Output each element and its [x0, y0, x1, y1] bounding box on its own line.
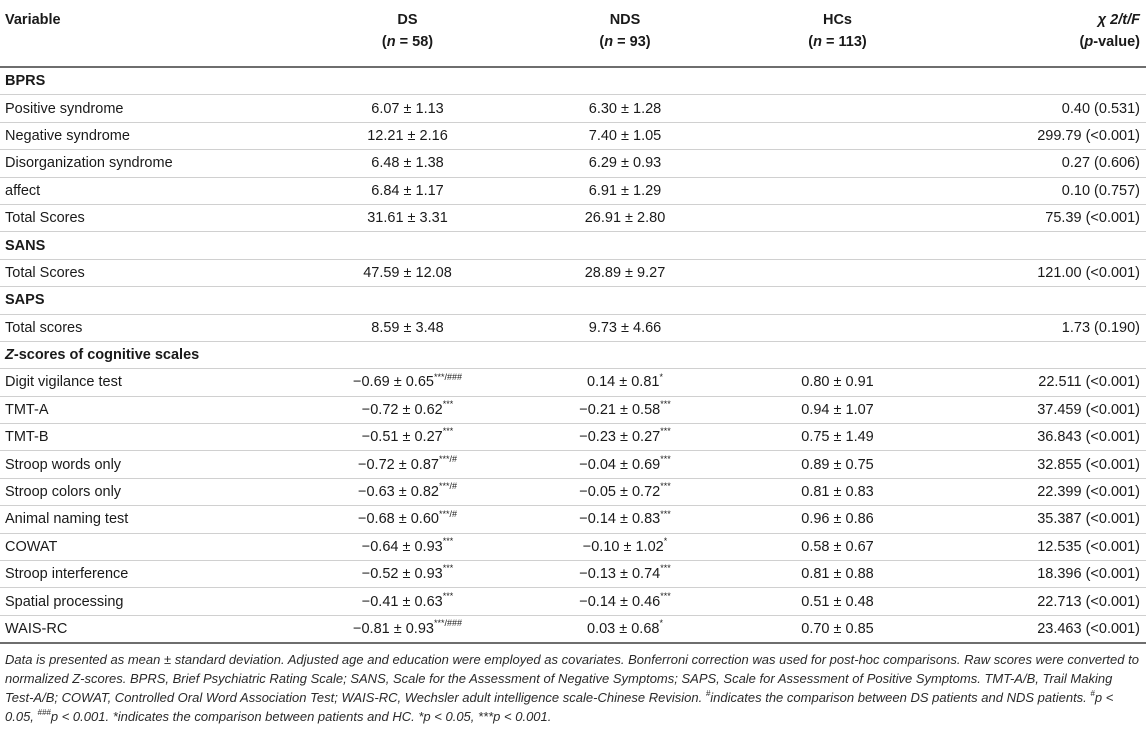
table-row: Total Scores 31.61 ± 3.31 26.91 ± 2.80 75.39 (<0.001)	[0, 204, 1146, 231]
table-row: Spatial processing −0.41 ± 0.63*** −0.14 ± 0.46*** 0.51 ± 0.48 22.713 (<0.001)	[0, 588, 1146, 615]
table-row: Disorganization syndrome 6.48 ± 1.38 6.29 ± 0.93 0.27 (0.606)	[0, 150, 1146, 177]
section-zscores: Z-scores of cognitive scales	[0, 341, 1146, 368]
table-row: affect 6.84 ± 1.17 6.91 ± 1.29 0.10 (0.757)	[0, 177, 1146, 204]
section-sans: SANS	[0, 232, 1146, 259]
table-header	[0, 0, 1146, 67]
header-ds: DS	[397, 12, 418, 28]
table-row: Stroop words only −0.72 ± 0.87***/# −0.04 ± 0.69*** 0.89 ± 0.75 32.855 (<0.001)	[0, 451, 1146, 478]
table-row: Animal naming test −0.68 ± 0.60***/# −0.14 ± 0.83*** 0.96 ± 0.86 35.387 (<0.001)	[0, 506, 1146, 533]
header-pvalue: (p-value)	[940, 32, 1146, 67]
header-nds: NDS	[609, 12, 641, 28]
header-hcs: HCs	[822, 12, 852, 28]
table-row: Total scores 8.59 ± 3.48 9.73 ± 4.66 1.73 (0.190)	[0, 314, 1146, 341]
table-row: Digit vigilance test −0.69 ± 0.65***/### 0.14 ± 0.81* 0.80 ± 0.91 22.511 (<0.001)	[0, 369, 1146, 396]
header-variable: Variable	[5, 12, 61, 28]
table-row: Negative syndrome 12.21 ± 2.16 7.40 ± 1.05 299.79 (<0.001)	[0, 122, 1146, 149]
table-footnote: Data is presented as mean ± standard deviation. Adjusted age and education were employed as covariates. Bonferroni correction was used for post-hoc comparisons. Raw scores were converted to normalized Z-scores. BPRS, Brief Psychiatric Rating Scale; SANS, Scale for the Assessment of Negative Symptoms; SAPS, Scale for Assessment of Positive Symptoms. TMT-A/B, Trail Making Test-A/B; COWAT, Controlled Oral Word Association Test; WAIS-RC, Wechsler adult intelligence scale-Chinese Revision. #indicates the comparison between DS patients and NDS patients. #p < 0.05, ###p < 0.001. *indicates the comparison between patients and HC. *p < 0.05, ***p < 0.001.	[5, 652, 1139, 725]
table-row: TMT-B −0.51 ± 0.27*** −0.23 ± 0.27*** 0.75 ± 1.49 36.843 (<0.001)	[0, 424, 1146, 451]
table-row: Stroop colors only −0.63 ± 0.82***/# −0.05 ± 0.72*** 0.81 ± 0.83 22.399 (<0.001)	[0, 478, 1146, 505]
section-saps: SAPS	[0, 287, 1146, 314]
header-nds-n: (n = 93)	[515, 32, 735, 67]
table-row: WAIS-RC −0.81 ± 0.93***/### 0.03 ± 0.68* 0.70 ± 0.85 23.463 (<0.001)	[0, 615, 1146, 643]
table-row: Total Scores 47.59 ± 12.08 28.89 ± 9.27 121.00 (<0.001)	[0, 259, 1146, 286]
header-ds-n: (n = 58)	[300, 32, 515, 67]
header-stat: χ 2/t/F	[1097, 12, 1140, 28]
header-hcs-n: (n = 113)	[735, 32, 940, 67]
section-bprs: BPRS	[0, 67, 1146, 95]
table-row: TMT-A −0.72 ± 0.62*** −0.21 ± 0.58*** 0.94 ± 1.07 37.459 (<0.001)	[0, 396, 1146, 423]
table-row: COWAT −0.64 ± 0.93*** −0.10 ± 1.02* 0.58 ± 0.67 12.535 (<0.001)	[0, 533, 1146, 560]
table-row: Stroop interference −0.52 ± 0.93*** −0.13 ± 0.74*** 0.81 ± 0.88 18.396 (<0.001)	[0, 561, 1146, 588]
table-row: Positive syndrome 6.07 ± 1.13 6.30 ± 1.28 0.40 (0.531)	[0, 95, 1146, 122]
